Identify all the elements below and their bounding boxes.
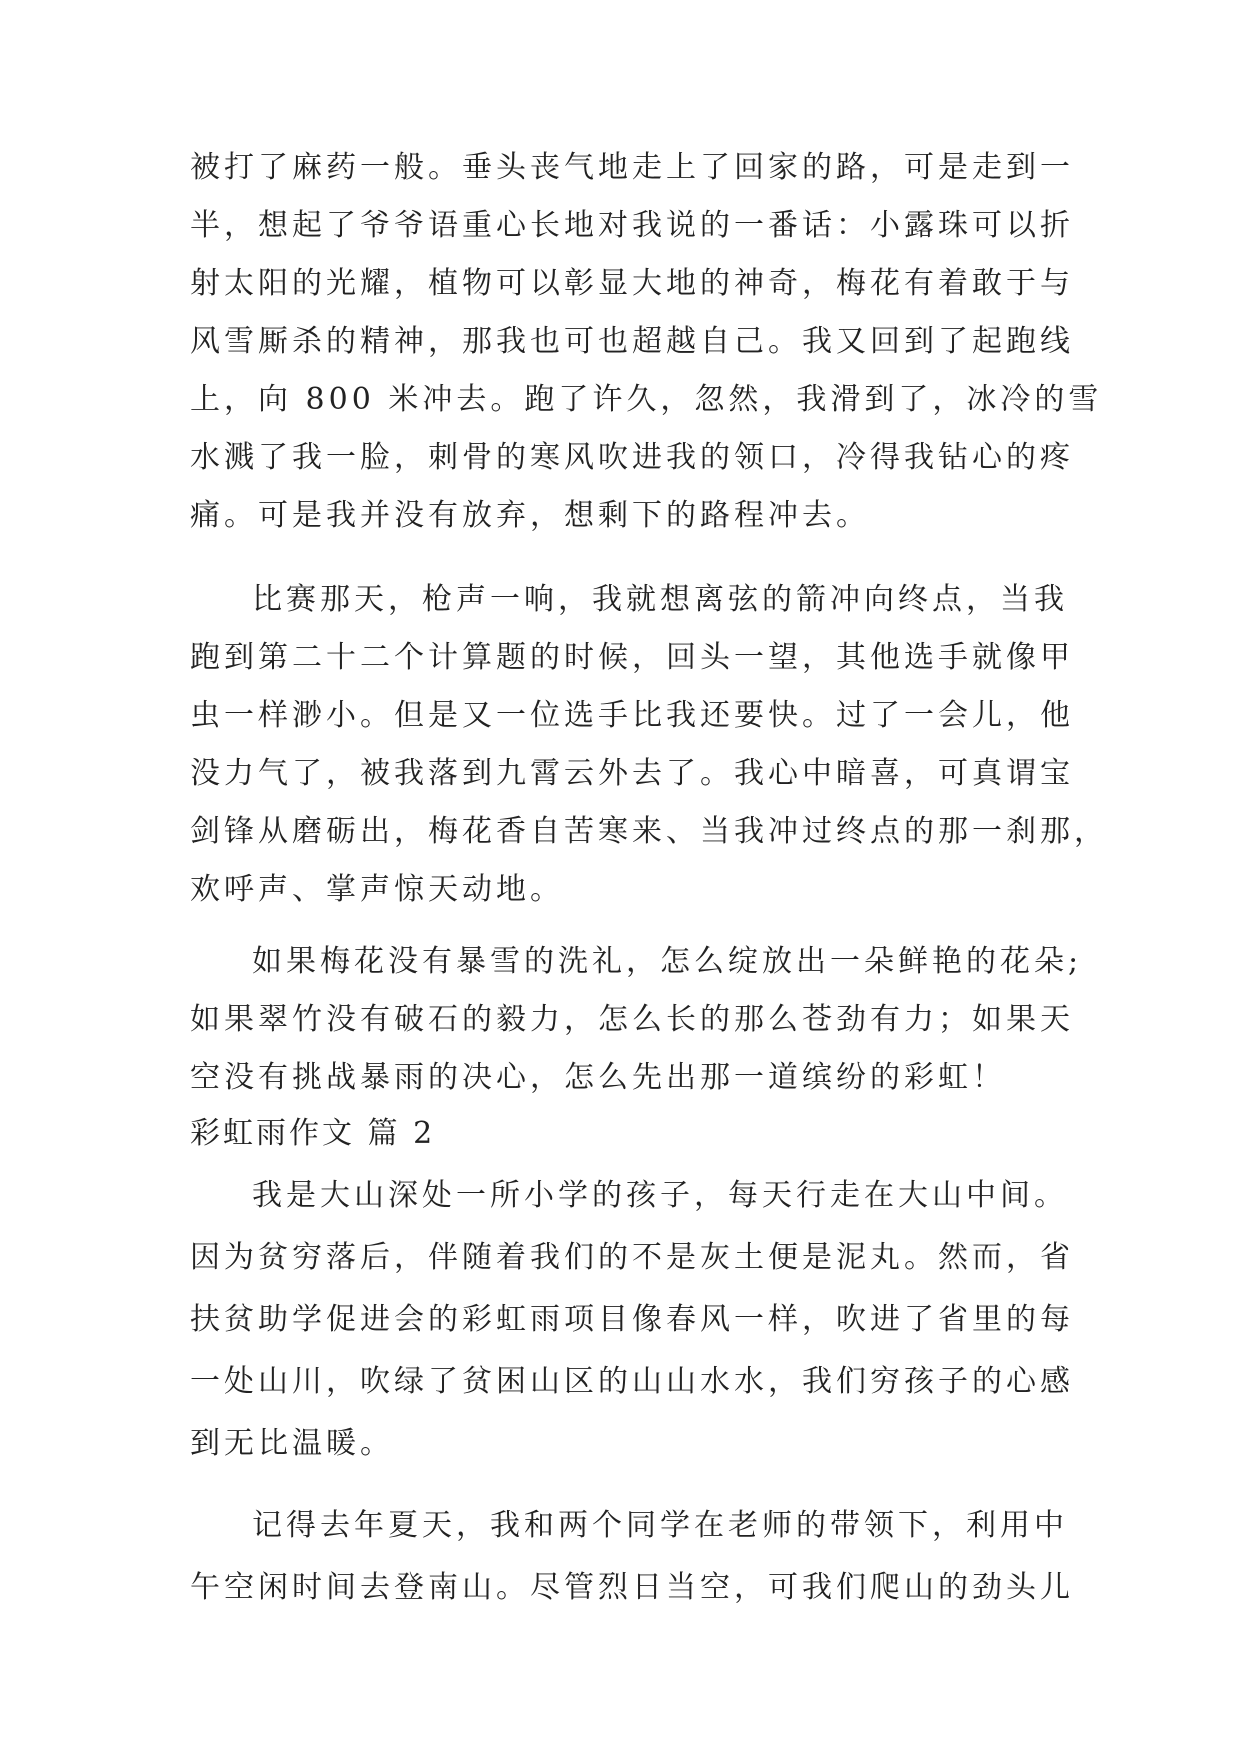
paragraph-first-line: 我是大山深处一所小学的孩子，每天行走在大山中间。 (252, 1178, 1068, 1213)
paragraph-first-line: 比赛那天，枪声一响，我就想离弦的箭冲向终点，当我 (252, 582, 1068, 617)
text-line: 欢呼声、掌声惊天动地。 (190, 872, 564, 907)
text-line: 风雪厮杀的精神，那我也可也超越自己。我又回到了起跑线 (190, 324, 1074, 359)
text-line: 到无比温暖。 (190, 1426, 394, 1461)
paragraph-first-line: 如果梅花没有暴雪的洗礼，怎么绽放出一朵鲜艳的花朵; (252, 944, 1083, 979)
text-line: 痛。可是我并没有放弃，想剩下的路程冲去。 (190, 498, 870, 533)
text-line: 被打了麻药一般。垂头丧气地走上了回家的路，可是走到一 (190, 150, 1074, 185)
paragraph-first-line: 记得去年夏天，我和两个同学在老师的带领下，利用中 (252, 1508, 1068, 1543)
section-heading: 彩虹雨作文 篇 2 (190, 1116, 436, 1151)
text-line: 空没有挑战暴雨的决心，怎么先出那一道缤纷的彩虹！ (190, 1060, 1006, 1095)
text-line: 一处山川，吹绿了贫困山区的山山水水，我们穷孩子的心感 (190, 1364, 1074, 1399)
text-line: 午空闲时间去登南山。尽管烈日当空，可我们爬山的劲头儿 (190, 1570, 1074, 1605)
text-line: 水溅了我一脸，刺骨的寒风吹进我的领口，冷得我钻心的疼 (190, 440, 1074, 475)
text-line: 虫一样渺小。但是又一位选手比我还要快。过了一会儿，他 (190, 698, 1074, 733)
text-line: 因为贫穷落后，伴随着我们的不是灰土便是泥丸。然而，省 (190, 1240, 1074, 1275)
text-line: 剑锋从磨砺出，梅花香自苦寒来、当我冲过终点的那一刹那， (190, 814, 1108, 849)
text-line: 半，想起了爷爷语重心长地对我说的一番话：小露珠可以折 (190, 208, 1074, 243)
text-line: 上，向 800 米冲去。跑了许久，忽然，我滑到了，冰冷的雪 (190, 382, 1103, 417)
text-line: 扶贫助学促进会的彩虹雨项目像春风一样，吹进了省里的每 (190, 1302, 1074, 1337)
text-line: 射太阳的光耀，植物可以彰显大地的神奇，梅花有着敢于与 (190, 266, 1074, 301)
text-line: 如果翠竹没有破石的毅力，怎么长的那么苍劲有力；如果天 (190, 1002, 1074, 1037)
text-line: 跑到第二十二个计算题的时候，回头一望，其他选手就像甲 (190, 640, 1074, 675)
text-line: 没力气了，被我落到九霄云外去了。我心中暗喜，可真谓宝 (190, 756, 1074, 791)
